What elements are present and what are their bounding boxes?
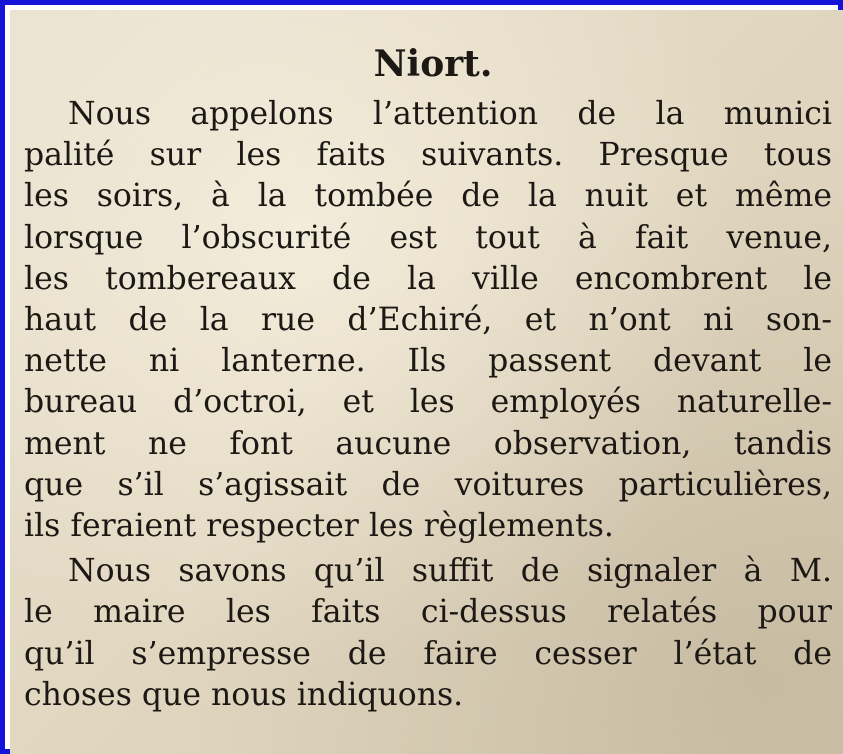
text-line: bureau d’octroi, et les employés naturelle- <box>24 384 832 421</box>
text-line: palité sur les faits suivants. Presque tous <box>24 137 832 174</box>
text-line: le maire les faits ci-dessus relatés pour <box>24 594 832 631</box>
text-line: Nous savons qu’il suffit de signaler à M. <box>68 553 832 590</box>
text-line: ils feraient respecter les règlements. <box>24 508 614 545</box>
text-line: lorsque l’obscurité est tout à fait venue, <box>24 219 832 256</box>
newspaper-clipping <box>10 10 843 754</box>
article <box>24 40 832 716</box>
text-line: les tombereaux de la ville encombrent le <box>24 260 832 297</box>
text-line: les soirs, à la tombée de la nuit et même <box>24 178 832 215</box>
article-title: Niort. <box>373 43 493 85</box>
text-line: qu’il s’empresse de faire cesser l’état de <box>24 635 832 672</box>
paragraph-2 <box>24 551 832 716</box>
text-line: Nous appelons l’attention de la munici <box>68 96 832 132</box>
text-line: ment ne font aucune observation, tandis <box>24 425 832 462</box>
text-line: que s’il s’agissait de voitures particulières, <box>24 466 832 503</box>
text-line: nette ni lanterne. Ils passent devant le <box>24 343 832 380</box>
paragraph-1 <box>24 94 832 547</box>
text-line: choses que nous indiquons. <box>24 676 464 713</box>
text-line: haut de la rue d’Echiré, et n’ont ni son- <box>24 302 832 339</box>
